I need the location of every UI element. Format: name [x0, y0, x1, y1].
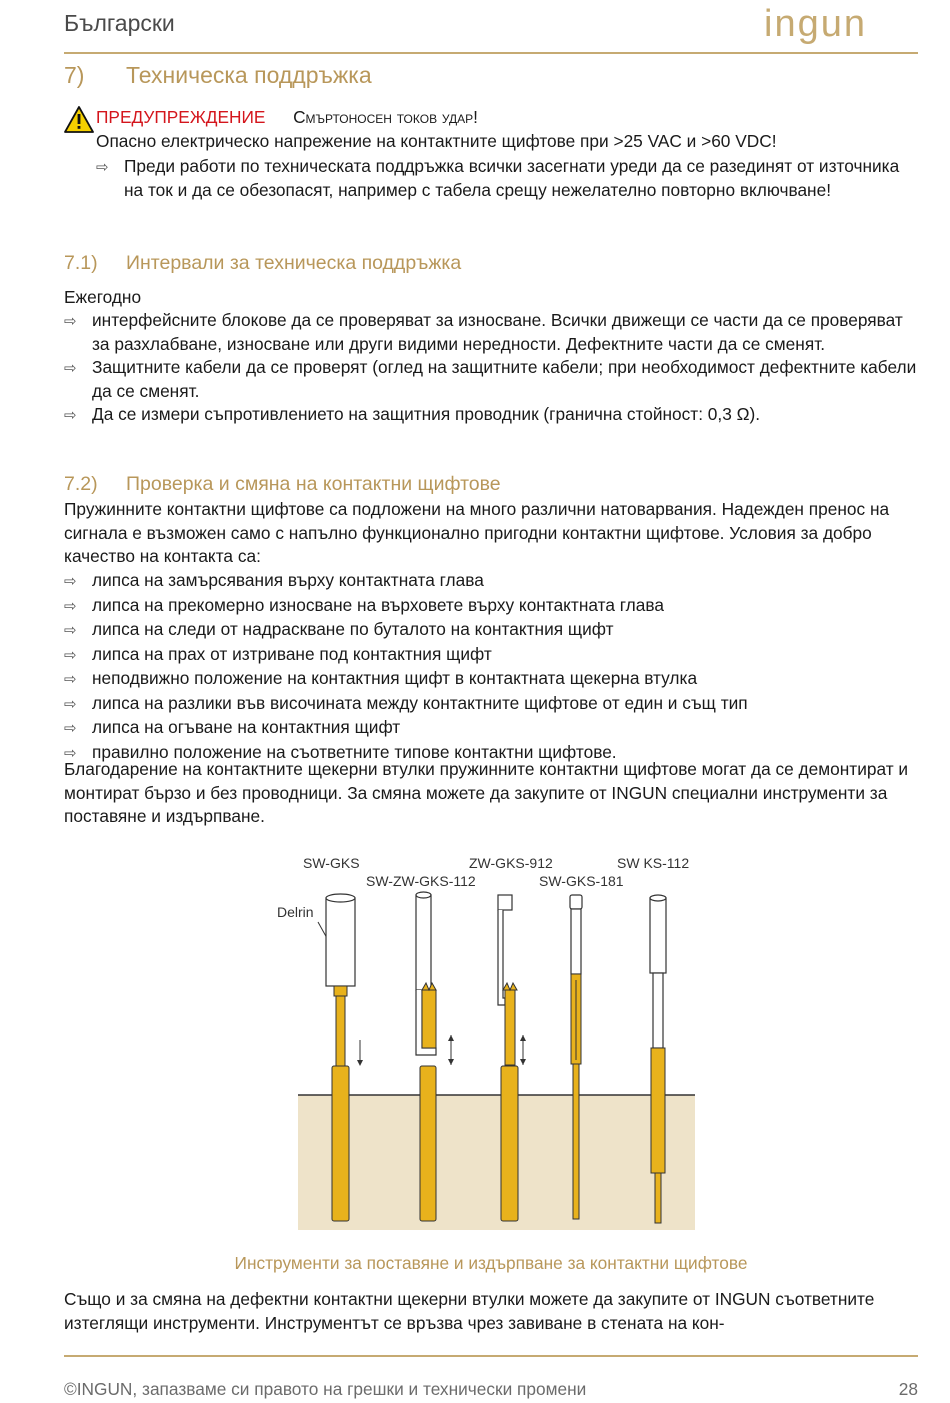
tools-figure	[270, 850, 700, 1230]
list-item: ⇨ липса на прах от изтриване под контактния щифт	[64, 643, 918, 668]
arrow-right-icon: ⇨	[64, 695, 77, 713]
arrow-right-icon: ⇨	[64, 646, 77, 664]
label-sw-zw-gks-112: SW-ZW-GKS-112	[366, 873, 476, 889]
pin-intro: Пружинните контактни щифтове са подложени на много различни натоварвания. Надежден пренос на сигнала е възможен само с напълно функционално пригодни контактни щифтове. Условия за добро качество на контакта са:	[64, 499, 890, 566]
label-zw-gks-912: ZW-GKS-912	[469, 855, 553, 871]
warning-action	[96, 155, 918, 202]
list-item: ⇨ липса на следи от надраскване по буталото на контактния щифт	[64, 618, 918, 643]
list-item: ⇨ интерфейсните блокове да се проверяват за износване. Всички движещи се части да се проверяват за разхлабване, износване или други видими нередности. Дефектните части да се сменят.	[64, 309, 918, 356]
arrow-right-icon: ⇨	[96, 159, 109, 176]
footer-text: ©INGUN, запазваме си правото на грешки и технически промени	[64, 1379, 587, 1399]
list-item: ⇨ липса на огъване на контактния щифт	[64, 716, 918, 741]
pin-outro: Благодарение на контактните щекерни втулки пружинните контактни щифтове могат да се демонтират и монтират бързо и без проводници. За смяна можете да закупите от INGUN специални инструменти за поставяне и издърпване.	[64, 759, 909, 826]
list-item: ⇨ неподвижно положение на контактния щифт в контактната щекерна втулка	[64, 667, 918, 692]
header-rule	[64, 52, 918, 54]
subsection-7-2-text: Проверка и смяна на контактни щифтове	[126, 473, 501, 495]
footer-rule	[64, 1355, 918, 1357]
warning-text: Опасно електрическо напрежение на контактните щифтове при >25 VAC и >60 VDC!	[96, 131, 777, 151]
warning-headline: Смъртоносен токов удар!	[293, 107, 478, 127]
arrow-right-icon: ⇨	[64, 573, 77, 590]
label-sw-ks-112: SW KS-112	[617, 855, 690, 871]
arrow-right-icon: ⇨	[64, 360, 77, 377]
arrow-right-icon: ⇨	[64, 407, 77, 424]
warning-heading	[96, 106, 478, 130]
warning-label: ПРЕДУПРЕЖДЕНИЕ	[96, 107, 266, 127]
subsection-7-2-number: 7.2)	[64, 473, 98, 495]
list-item: ⇨ правилно положение на съответните типове контактни щифтове.	[64, 741, 918, 766]
arrow-right-icon: ⇨	[64, 744, 77, 762]
warning-triangle-icon	[64, 106, 94, 133]
list-item: ⇨ липса на замърсявания върху контактната глава	[64, 569, 918, 594]
warning-action-text: Преди работи по техническата поддръжка всички засегнати уреди да се разединят от източника на ток и да се обезопасят, например с табела срещу нежелателно повторно включване!	[124, 156, 900, 200]
page-number: 28	[898, 1379, 918, 1399]
label-delrin: Delrin	[277, 904, 314, 920]
subsection-7-1-title	[64, 252, 461, 275]
section-title-text: Техническа поддръжка	[126, 62, 372, 88]
header-language: Български	[64, 10, 175, 36]
maintenance-list	[64, 309, 918, 428]
arrow-right-icon: ⇨	[64, 671, 77, 688]
list-item: ⇨ липса на разлики във височината между контактните щифтове от един и същ тип	[64, 692, 918, 717]
subsection-7-2-title	[64, 473, 501, 496]
label-sw-gks: SW-GKS	[303, 855, 360, 871]
figure-caption: Инструменти за поставяне и издърпване за контактни щифтове	[234, 1253, 748, 1273]
ingun-logo-text: ingun	[764, 4, 867, 45]
arrow-right-icon: ⇨	[64, 720, 77, 737]
label-sw-gks-181: SW-GKS-181	[539, 873, 624, 889]
subsection-7-1-text: Интервали за техническа поддръжка	[126, 252, 462, 274]
list-item: ⇨ липса на прекомерно износване на върховете върху контактната глава	[64, 594, 918, 619]
ingun-logo	[762, 4, 918, 48]
section-number: 7)	[64, 62, 85, 88]
contact-conditions-list	[64, 569, 918, 765]
arrow-right-icon: ⇨	[64, 313, 77, 330]
arrow-right-icon: ⇨	[64, 622, 77, 639]
closing-paragraph: Също и за смяна на дефектни контактни щекерни втулки можете да закупите от INGUN съответните изтеглящи инструменти. Инструментът се връзва чрез завиване в стената на кон-	[64, 1289, 875, 1333]
interval-label: Ежегодно	[64, 287, 142, 307]
arrow-right-icon: ⇨	[64, 597, 77, 615]
list-item: ⇨ Защитните кабели да се проверят (оглед на защитните кабели; при необходимост дефектните кабели да се сменят.	[64, 356, 918, 403]
list-item: ⇨ Да се измери съпротивлението на защитния проводник (гранична стойност: 0,3 Ω).	[64, 403, 918, 428]
subsection-7-1-number: 7.1)	[64, 252, 98, 274]
ground-block	[298, 1095, 695, 1230]
section-title	[64, 62, 372, 89]
